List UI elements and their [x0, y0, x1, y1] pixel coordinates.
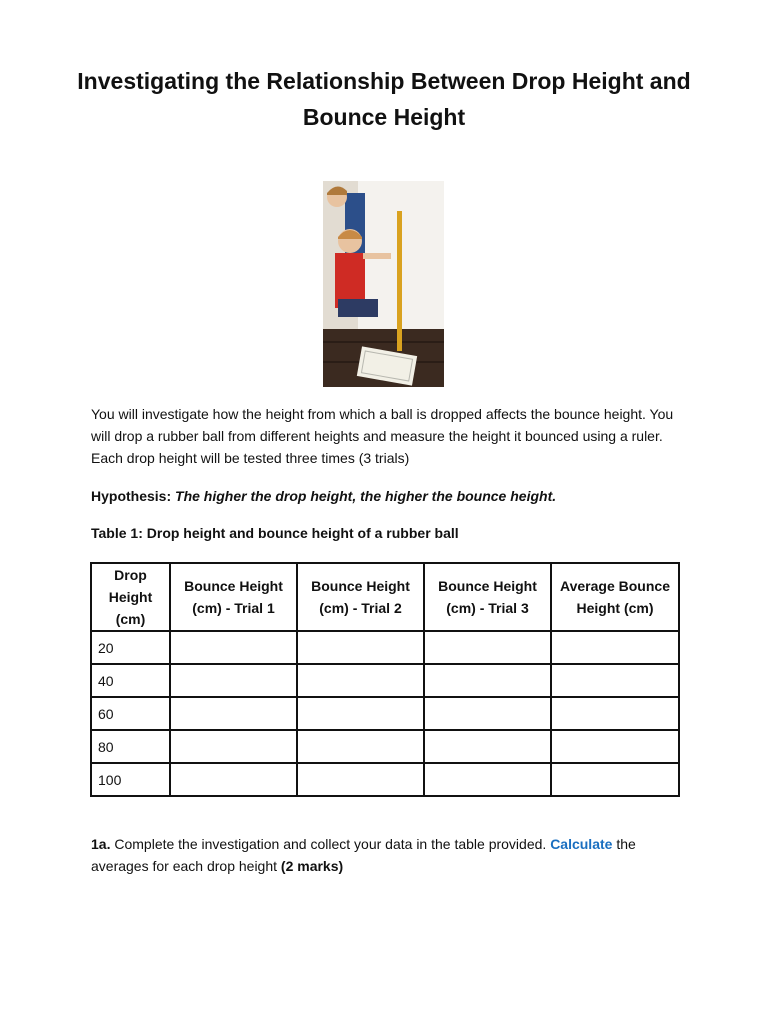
data-table [90, 562, 680, 797]
table-cell[interactable] [297, 631, 424, 664]
table-cell[interactable] [170, 697, 297, 730]
question-1a [91, 833, 681, 877]
hypothesis-label: Hypothesis: [91, 488, 172, 504]
table-cell: 80 [91, 730, 170, 763]
table-cell[interactable] [170, 664, 297, 697]
table-cell: 20 [91, 631, 170, 664]
question-text: Complete the investigation and collect your data in the table provided. [114, 836, 547, 852]
table-cell[interactable] [297, 763, 424, 796]
question-marks: (2 marks) [280, 858, 344, 874]
table-cell[interactable] [551, 730, 679, 763]
table-header: Bounce Height (cm) - Trial 2 [297, 563, 424, 631]
table-cell[interactable] [424, 631, 551, 664]
table-cell[interactable] [297, 664, 424, 697]
table-cell[interactable] [170, 763, 297, 796]
table-cell[interactable] [424, 664, 551, 697]
table-cell[interactable] [424, 730, 551, 763]
table-caption: Table 1: Drop height and bounce height of a rubber ball [91, 525, 459, 541]
table-header-row [91, 563, 679, 631]
table-header: Bounce Height (cm) - Trial 3 [424, 563, 551, 631]
table-cell: 60 [91, 697, 170, 730]
table-cell: 40 [91, 664, 170, 697]
table-cell[interactable] [424, 763, 551, 796]
question-number: 1a. [91, 836, 111, 852]
table-row [91, 730, 679, 763]
table-header: Bounce Height (cm) - Trial 1 [170, 563, 297, 631]
table-cell[interactable] [551, 697, 679, 730]
question-keyword: Calculate [550, 836, 613, 852]
table-cell[interactable] [297, 697, 424, 730]
table-row [91, 697, 679, 730]
table-row [91, 631, 679, 664]
question-text-continued: the averages for each drop height [91, 836, 636, 874]
table-cell[interactable] [551, 763, 679, 796]
photo-children-measuring-bounce [323, 181, 444, 387]
intro-paragraph: You will investigate how the height from which a ball is dropped affects the bounce height. You will drop a rubber ball from different heights and measure the height it bounced using a ruler. Each drop height will be tested three times (3 trials) [91, 406, 674, 466]
table-cell[interactable] [551, 664, 679, 697]
page-title: Investigating the Relationship Between Drop Height and Bounce Height [77, 68, 691, 130]
table-header: Drop Height (cm) [91, 563, 170, 631]
table-cell[interactable] [424, 697, 551, 730]
table-cell: 100 [91, 763, 170, 796]
table-row [91, 763, 679, 796]
table-cell[interactable] [170, 730, 297, 763]
hypothesis [91, 485, 681, 507]
photo-illustration [323, 181, 444, 387]
table-cell[interactable] [551, 631, 679, 664]
table-cell[interactable] [297, 730, 424, 763]
table-header: Average Bounce Height (cm) [551, 563, 679, 631]
hypothesis-text: The higher the drop height, the higher the bounce height. [175, 488, 557, 504]
table-row [91, 664, 679, 697]
table-cell[interactable] [170, 631, 297, 664]
